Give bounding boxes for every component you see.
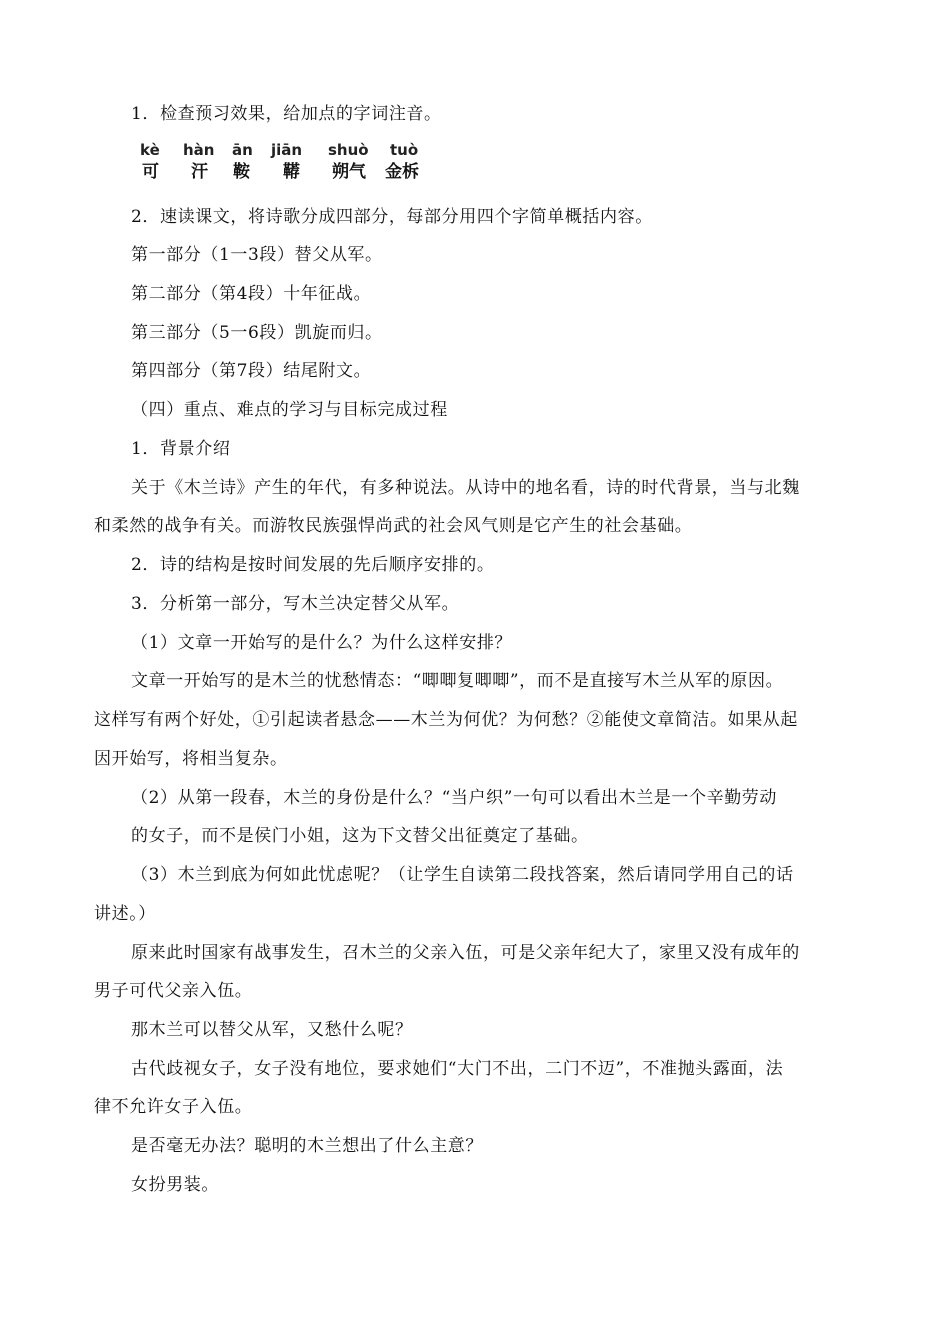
background-para-line-1: 关于《木兰诗》产生的年代，有多种说法。从诗中的地名看，诗的时代背景，当与北魏 [131, 478, 800, 498]
hanzi-3: 鞍 [233, 162, 250, 182]
pinyin-1: kè [140, 141, 160, 159]
question-1: 1．检查预习效果，给加点的字词注音。 [131, 104, 442, 124]
sub-question-1: （1）文章一开始写的是什么？为什么这样安排？ [131, 633, 513, 653]
part-3: 第三部分（5一6段）凯旋而归。 [131, 323, 383, 343]
sub-answer-2-line-1: （2）从第一段春，木兰的身份是什么？“当户织”一句可以看出木兰是一个辛勤劳动 [131, 788, 777, 808]
sub-question-3-line-1: （3）木兰到底为何如此忧虑呢？（让学生自读第二段找答案，然后请同学用自己的话 [131, 865, 794, 885]
sub-answer-1-line-3: 因开始写，将相当复杂。 [94, 749, 288, 769]
question-idea: 是否毫无办法？聪明的木兰想出了什么主意？ [131, 1136, 483, 1156]
sub-answer-1-line-1: 文章一开始写的是木兰的忧愁情态：“唧唧复唧唧”，而不是直接写木兰从军的原因。 [131, 671, 784, 691]
pinyin-3: ān [232, 141, 253, 159]
pinyin-2: hàn [183, 141, 215, 159]
part-2: 第二部分（第4段）十年征战。 [131, 284, 372, 304]
part-4: 第四部分（第7段）结尾附文。 [131, 361, 372, 381]
reason-line-2: 男子可代父亲入伍。 [94, 981, 253, 1001]
section-4-heading: （四）重点、难点的学习与目标完成过程 [131, 400, 448, 420]
ancient-line-1: 古代歧视女子，女子没有地位，要求她们“大门不出，二门不迈”，不准抛头露面，法 [131, 1059, 784, 1079]
ancient-line-2: 律不允许女子入伍。 [94, 1097, 253, 1117]
pinyin-5: shuò [328, 141, 369, 159]
background-para-line-2: 和柔然的战争有关。而游牧民族强悍尚武的社会风气则是它产生的社会基础。 [94, 516, 693, 536]
background-title: 1．背景介绍 [131, 439, 231, 459]
sub-answer-2-line-2: 的女子，而不是侯门小姐，这为下文替父出征奠定了基础。 [131, 826, 589, 846]
sub-question-3-line-2: 讲述。） [94, 904, 156, 924]
hanzi-6: 金柝 [385, 162, 419, 182]
pinyin-6: tuò [390, 141, 419, 159]
hanzi-2: 汗 [191, 162, 208, 182]
question-worry: 那木兰可以替父从军，又愁什么呢？ [131, 1020, 413, 1040]
reason-line-1: 原来此时国家有战事发生，召木兰的父亲入伍，可是父亲年纪大了，家里又没有成年的 [131, 943, 800, 963]
hanzi-1: 可 [142, 162, 159, 182]
analysis-point: 3．分析第一部分，写木兰决定替父从军。 [131, 594, 460, 614]
question-2: 2．速读课文，将诗歌分成四部分，每部分用四个字简单概括内容。 [131, 207, 653, 227]
answer-disguise: 女扮男装。 [131, 1175, 219, 1195]
sub-answer-1-line-2: 这样写有两个好处，①引起读者悬念——木兰为何优？为何愁？②能使文章简洁。如果从起 [94, 710, 798, 730]
pinyin-4: jiān [271, 141, 303, 159]
part-1: 第一部分（1一3段）替父从军。 [131, 245, 383, 265]
structure-point: 2．诗的结构是按时间发展的先后顺序安排的。 [131, 555, 495, 575]
hanzi-5: 朔气 [332, 162, 366, 182]
hanzi-4: 鞯 [283, 162, 300, 182]
